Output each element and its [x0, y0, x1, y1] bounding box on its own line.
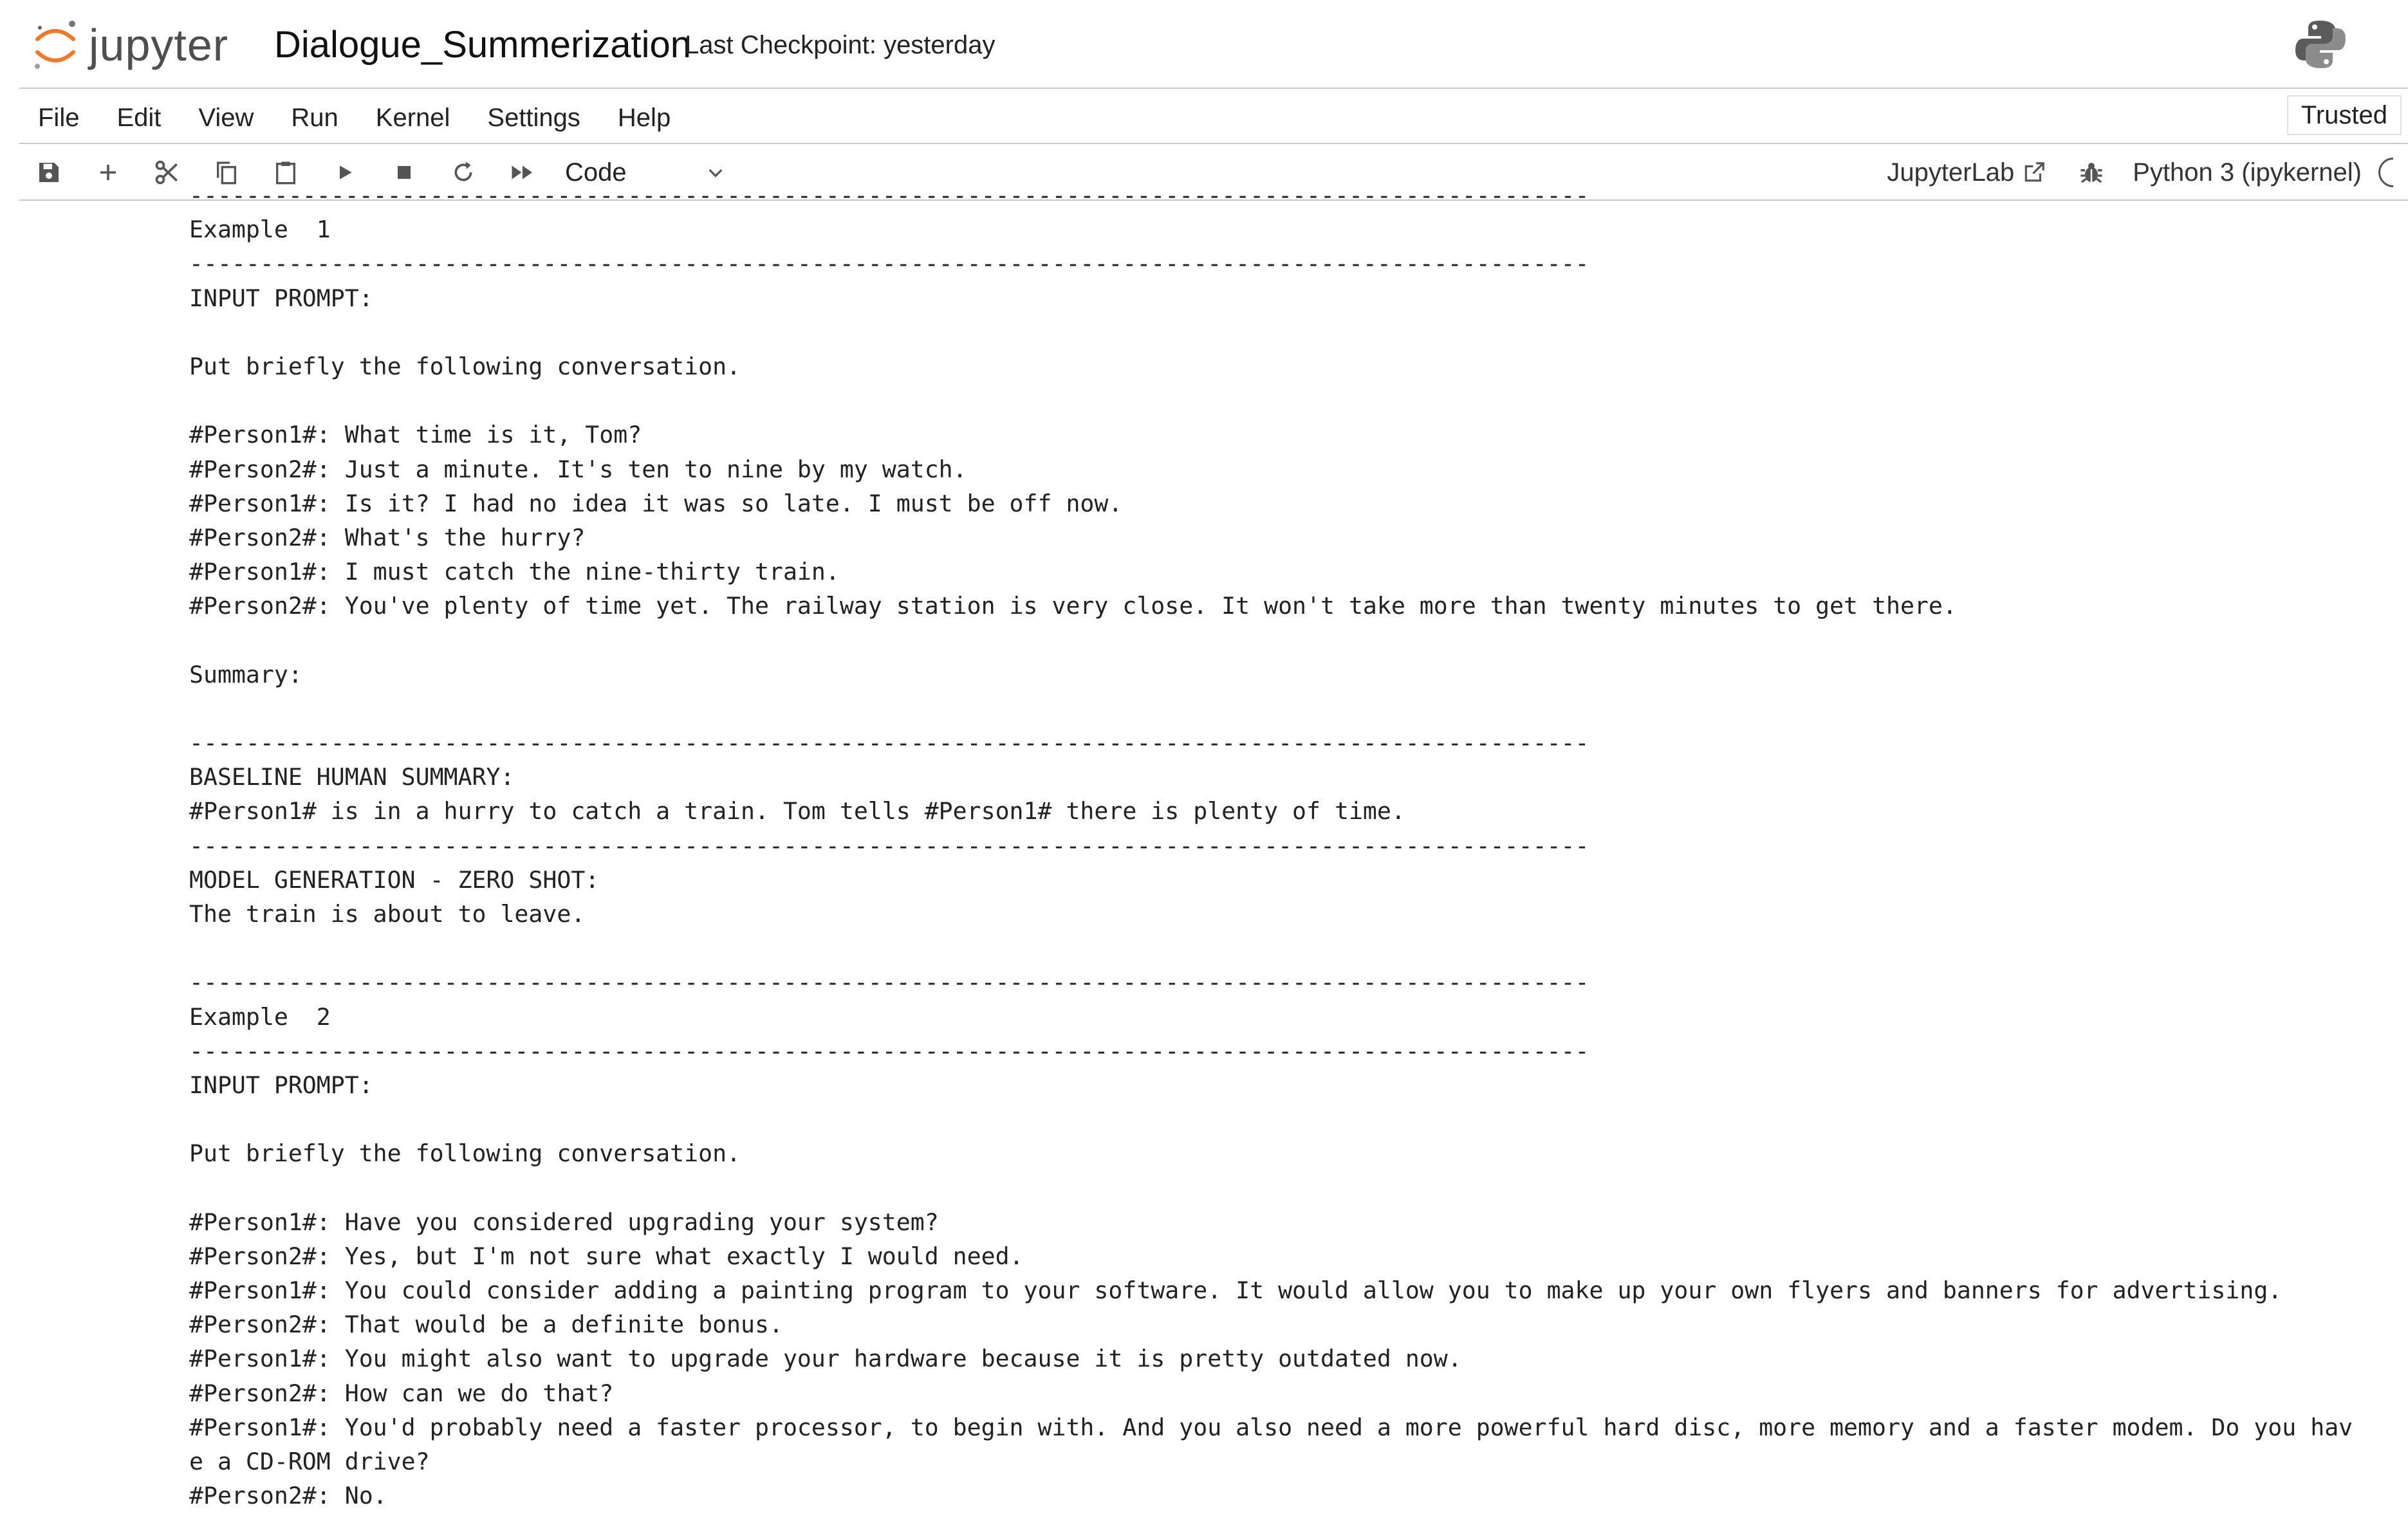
restart-run-all-button[interactable]	[493, 152, 552, 193]
output-line: #Person2#: Yes, but I'm not sure what exactly I would need.	[189, 1242, 1024, 1270]
menu-file[interactable]: File	[38, 103, 80, 132]
menu-settings[interactable]: Settings	[487, 103, 580, 132]
output-line: #Person1#: You could consider adding a painting program to your software. It would allow you to make up your own flyers and banners for advertising.	[189, 1277, 2283, 1304]
output-line	[189, 931, 2403, 965]
restart-kernel-button[interactable]	[434, 152, 493, 193]
output-line: #Person1#: Have you considered upgrading your system?	[189, 1208, 939, 1236]
notebook-title[interactable]: Dialogue_Summerization	[274, 24, 691, 66]
output-line: BASELINE HUMAN SUMMARY:	[189, 763, 515, 791]
output-line: #Person2#: That would be a definite bonus.	[189, 1311, 783, 1339]
output-line: e a CD-ROM drive?	[189, 1447, 430, 1475]
output-line: Put briefly the following conversation.	[189, 1139, 741, 1168]
output-line: Example 1	[189, 216, 331, 244]
output-line: #Person1#: I must catch the nine-thirty train.	[189, 558, 840, 586]
insert-cell-button[interactable]	[79, 152, 138, 193]
external-link-icon	[2022, 160, 2046, 185]
menu-divider	[19, 143, 2408, 144]
paste-cell-button[interactable]	[256, 152, 315, 193]
output-line: INPUT PROMPT:	[189, 1071, 373, 1099]
save-button[interactable]	[19, 152, 79, 193]
output-line: #Person2#: Just a minute. It's ten to nine by my watch.	[189, 455, 967, 483]
trusted-indicator[interactable]: Trusted	[2287, 95, 2402, 135]
output-line	[189, 623, 2403, 657]
output-line: ---------------------------------------------------------------------------------------------------	[189, 1037, 1589, 1065]
cut-icon	[153, 158, 181, 187]
paste-icon	[273, 160, 299, 185]
output-line	[189, 692, 2403, 726]
restart-icon	[450, 160, 476, 185]
output-line: Put briefly the following conversation.	[189, 352, 741, 380]
output-line	[189, 315, 2403, 349]
output-line: #Person2#: What's the hurry?	[189, 523, 586, 551]
output-line: MODEL GENERATION - ZERO SHOT:	[189, 865, 600, 894]
output-line: #Person1#: You'd probably need a faster processor, to begin with. And you also need a more powerful hard disc, more memory and a faster modem. Do you hav	[189, 1413, 2353, 1441]
jupyter-logo-icon	[32, 17, 79, 73]
run-cell-button[interactable]	[315, 152, 375, 193]
output-line: Example 2	[189, 1002, 331, 1031]
jupyterlab-label: JupyterLab	[1887, 158, 2015, 187]
output-line: ---------------------------------------------------------------------------------------------------	[189, 250, 1589, 278]
menu-kernel[interactable]: Kernel	[375, 103, 450, 132]
output-line: INPUT PROMPT:	[189, 284, 373, 312]
cell-output-text	[189, 193, 2403, 1513]
output-line: #Person1#: Is it? I had no idea it was so late. I must be off now.	[189, 489, 1123, 517]
output-line: #Person1#: What time is it, Tom?	[189, 421, 642, 449]
notebook-toolbar	[19, 152, 726, 193]
output-line: ---------------------------------------------------------------------------------------------------	[189, 831, 1589, 860]
output-line	[189, 383, 2403, 418]
cell-output-area	[189, 193, 2403, 1521]
output-line: ---------------------------------------------------------------------------------------------------	[189, 968, 1589, 997]
kernel-name[interactable]: Python 3 (ipykernel)	[2133, 158, 2362, 187]
python-logo-icon	[2294, 18, 2347, 71]
last-checkpoint-label: Last Checkpoint: yesterday	[685, 31, 996, 59]
output-line: Summary:	[189, 660, 302, 688]
output-line: #Person1#: You might also want to upgrade your hardware because it is pretty outdated now.	[189, 1345, 1462, 1373]
open-in-jupyterlab-link[interactable]	[1887, 158, 2046, 187]
output-line: #Person2#: No.	[189, 1482, 387, 1510]
save-icon	[36, 160, 62, 185]
output-line	[189, 1102, 2403, 1136]
header-divider	[19, 88, 2408, 89]
output-line: ---------------------------------------------------------------------------------------------------	[189, 729, 1589, 757]
kernel-status-icon	[2378, 158, 2408, 187]
stop-icon	[394, 163, 414, 182]
copy-icon	[214, 160, 239, 185]
menu-edit[interactable]: Edit	[116, 103, 162, 132]
cut-cell-button[interactable]	[138, 152, 197, 193]
cell-type-dropdown[interactable]	[565, 152, 726, 193]
output-line: #Person2#: You've plenty of time yet. The railway station is very close. It won't take more than twenty minutes to get there.	[189, 592, 1957, 620]
output-line: The train is about to leave.	[189, 899, 586, 928]
menu-run[interactable]: Run	[291, 103, 338, 132]
menu-view[interactable]: View	[198, 103, 254, 132]
toolbar-right	[1887, 152, 2408, 193]
run-icon	[335, 162, 355, 183]
output-line: #Person1# is in a hurry to catch a train. Tom tells #Person1# there is plenty of time.	[189, 797, 1405, 825]
interrupt-kernel-button[interactable]	[375, 152, 434, 193]
jupyter-logo[interactable]	[32, 14, 228, 76]
copy-cell-button[interactable]	[197, 152, 256, 193]
output-line	[189, 1170, 2403, 1204]
bug-icon[interactable]	[2079, 160, 2104, 185]
output-line: #Person2#: How can we do that?	[189, 1379, 614, 1407]
cell-type-value: Code	[565, 158, 627, 187]
menu-bar	[19, 97, 689, 139]
chevron-down-icon	[705, 162, 726, 183]
add-cell-icon	[97, 161, 120, 184]
notebook-header	[0, 0, 2408, 88]
jupyter-wordmark: jupyter	[89, 20, 229, 70]
menu-help[interactable]: Help	[617, 103, 671, 132]
run-all-icon	[508, 161, 537, 184]
output-line: ---------------------------------------------------------------------------------------------------	[189, 193, 1589, 209]
